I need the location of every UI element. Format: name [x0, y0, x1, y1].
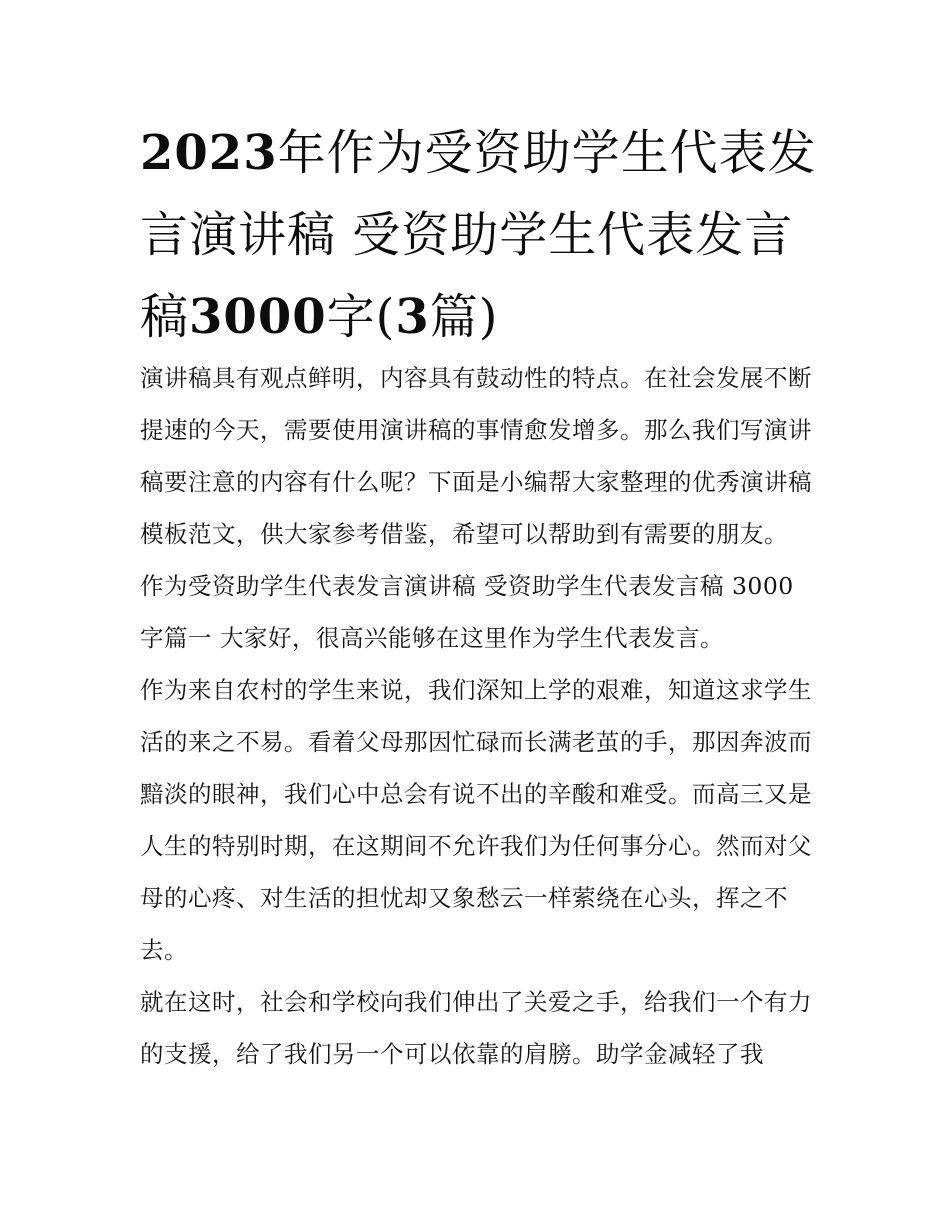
paragraph-heading-one: 作为受资助学生代表发言演讲稿 受资助学生代表发言稿 3000 字篇一 大家好，很高兴能够在这里作为学生代表发言。	[140, 572, 794, 652]
title-year: 2023	[140, 125, 278, 181]
title-unit: 字(	[326, 289, 396, 345]
title-text: 年作为受资助学生代表发言演讲稿 受资助学生代表发言稿	[140, 125, 817, 345]
paragraph-intro: 演讲稿具有观点鲜明，内容具有鼓动性的特点。在社会发展不断提速的今天，需要使用演讲稿的事情愈发增多。那么我们写演讲稿要注意的内容有什么呢？下面是小编帮大家整理的优秀演讲稿模板范文，供大家参考借鉴，希望可以帮助到有需要的朋友。	[140, 364, 812, 548]
document-body	[140, 352, 820, 1080]
paragraph-support: 就在这时，社会和学校向我们伸出了关爱之手，给我们一个有力的支援，给了我们另一个可以依靠的肩膀。助学金减轻了我	[140, 988, 812, 1068]
title-word-count: 3000	[189, 289, 327, 345]
title-suffix: 篇)	[429, 289, 499, 345]
document-title	[140, 112, 820, 358]
title-article-count: 3	[395, 289, 430, 345]
paragraph-rural-student: 作为来自农村的学生来说，我们深知上学的艰难，知道这求学生活的来之不易。看着父母那因忙碌而长满老茧的手，那因奔波而黯淡的眼神，我们心中总会有说不出的辛酸和难受。而高三又是人生的特别时期，在这期间不允许我们为任何事分心。然而对父母的心疼、对生活的担忧却又象愁云一样萦绕在心头，挥之不去。	[140, 676, 812, 964]
